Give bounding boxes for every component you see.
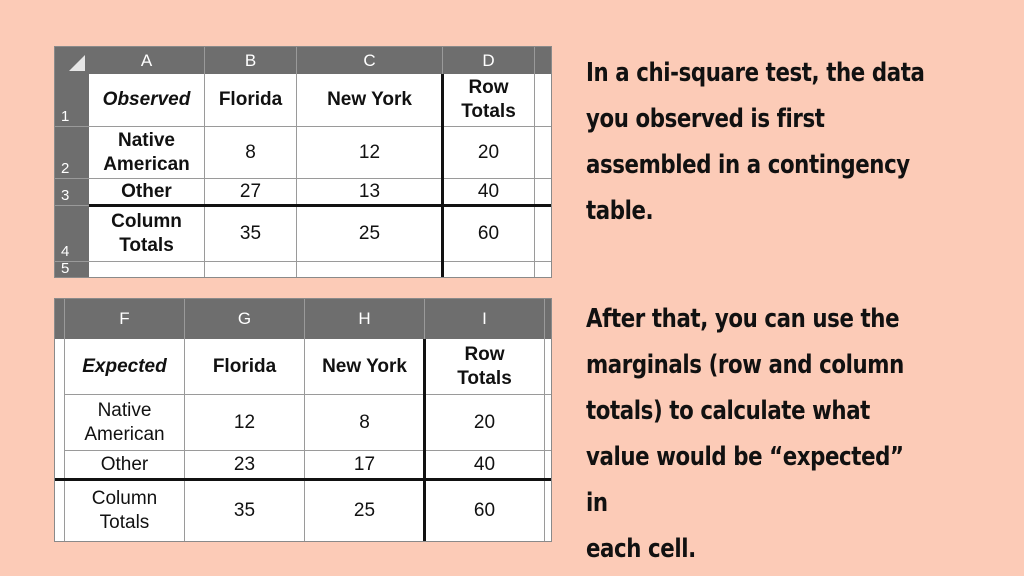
- totals-border-horizontal: [55, 478, 552, 481]
- cell-row-label-other[interactable]: Other: [65, 451, 185, 480]
- column-header-d[interactable]: D: [443, 47, 535, 74]
- cell-empty[interactable]: [89, 262, 205, 278]
- column-header-gutter[interactable]: [55, 299, 65, 339]
- cell-empty[interactable]: [545, 451, 552, 480]
- cell-empty[interactable]: [535, 179, 552, 206]
- cell-empty[interactable]: [205, 262, 297, 278]
- cell-empty[interactable]: [535, 206, 552, 262]
- explanation-paragraph-2: After that, you can use the marginals (row and column totals) to calculate what value would be “expected” in each cell.: [586, 304, 904, 564]
- cell-expected-label[interactable]: Expected: [65, 339, 185, 395]
- cell-observed-label[interactable]: Observed: [89, 74, 205, 127]
- cell-empty[interactable]: [545, 480, 552, 542]
- cell-empty[interactable]: [545, 395, 552, 451]
- row-header-1[interactable]: 1: [55, 74, 89, 127]
- column-header-b[interactable]: B: [205, 47, 297, 74]
- cell-value[interactable]: 40: [443, 179, 535, 206]
- cell-empty[interactable]: [535, 127, 552, 179]
- cell-empty[interactable]: [545, 339, 552, 395]
- column-header-g[interactable]: G: [185, 299, 305, 339]
- cell-header-florida[interactable]: Florida: [205, 74, 297, 127]
- cell-value[interactable]: 23: [185, 451, 305, 480]
- column-header-row: [55, 299, 551, 339]
- explanation-paragraph-1: In a chi-square test, the data you observed is first assembled in a contingency table.: [586, 58, 925, 226]
- cell-value[interactable]: 27: [205, 179, 297, 206]
- expected-table: [54, 298, 552, 542]
- totals-border-vertical: [423, 339, 426, 542]
- cell-empty[interactable]: [535, 262, 552, 278]
- cell-empty[interactable]: [443, 262, 535, 278]
- totals-border-horizontal: [89, 204, 552, 207]
- gutter-cell: [55, 339, 65, 542]
- cell-header-row-totals[interactable]: Row Totals: [443, 74, 535, 127]
- column-header-c[interactable]: C: [297, 47, 443, 74]
- column-header-e[interactable]: [535, 47, 552, 74]
- column-header-j[interactable]: [545, 299, 552, 339]
- column-header-a[interactable]: A: [89, 47, 205, 74]
- cell-value[interactable]: 35: [205, 206, 297, 262]
- cell-empty[interactable]: [297, 262, 443, 278]
- cell-value[interactable]: 17: [305, 451, 425, 480]
- cell-value[interactable]: 25: [305, 480, 425, 542]
- cell-value[interactable]: 8: [305, 395, 425, 451]
- cell-value[interactable]: 60: [425, 480, 545, 542]
- cell-header-new-york[interactable]: New York: [305, 339, 425, 395]
- cell-header-florida[interactable]: Florida: [185, 339, 305, 395]
- column-header-h[interactable]: H: [305, 299, 425, 339]
- cell-value[interactable]: 35: [185, 480, 305, 542]
- cell-value[interactable]: 13: [297, 179, 443, 206]
- cell-row-label-column-totals[interactable]: Column Totals: [89, 206, 205, 262]
- observed-table: [54, 46, 552, 278]
- cell-row-label-native-american[interactable]: Native American: [89, 127, 205, 179]
- cell-value[interactable]: 12: [297, 127, 443, 179]
- cell-row-label-column-totals[interactable]: Column Totals: [65, 480, 185, 542]
- row-header-3[interactable]: 3: [55, 179, 89, 206]
- column-header-i[interactable]: I: [425, 299, 545, 339]
- cell-empty[interactable]: [535, 74, 552, 127]
- cell-value[interactable]: 25: [297, 206, 443, 262]
- cell-value[interactable]: 20: [425, 395, 545, 451]
- cell-value[interactable]: 40: [425, 451, 545, 480]
- cell-row-label-other[interactable]: Other: [89, 179, 205, 206]
- column-header-f[interactable]: F: [65, 299, 185, 339]
- cell-value[interactable]: 20: [443, 127, 535, 179]
- totals-border-vertical: [441, 74, 444, 278]
- row-header-5[interactable]: 5: [55, 262, 89, 278]
- cell-value[interactable]: 8: [205, 127, 297, 179]
- cell-row-label-native-american[interactable]: Native American: [65, 395, 185, 451]
- cell-header-row-totals[interactable]: Row Totals: [425, 339, 545, 395]
- cell-value[interactable]: 12: [185, 395, 305, 451]
- column-header-row: [55, 47, 551, 74]
- cell-header-new-york[interactable]: New York: [297, 74, 443, 127]
- row-header-4[interactable]: 4: [55, 206, 89, 262]
- row-header-2[interactable]: 2: [55, 127, 89, 179]
- cell-value[interactable]: 60: [443, 206, 535, 262]
- select-all-corner[interactable]: [55, 47, 89, 74]
